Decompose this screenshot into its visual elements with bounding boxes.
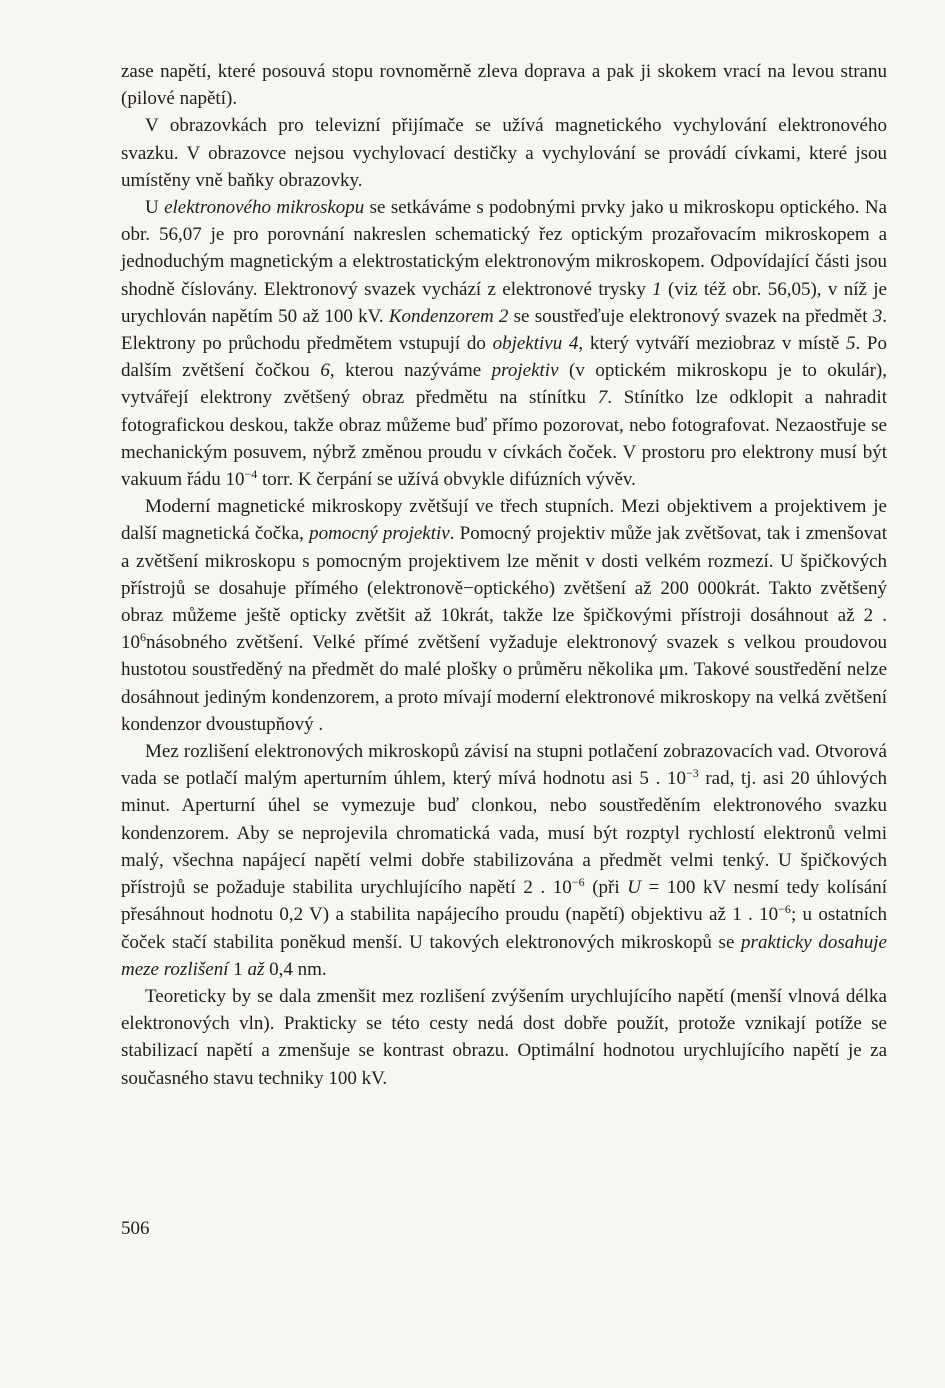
text-segment: zase napětí, které posouvá stopu rovnoměrně zleva doprava a pak ji skokem vrací na levou stranu (pilové napětí). (121, 61, 887, 110)
paragraph (121, 58, 887, 112)
italic-text: pomocný projektiv (309, 523, 450, 545)
text-segment: 1 (228, 958, 248, 980)
italic-text: prakticky dosahuje meze rozlišení (121, 931, 887, 980)
text-segment: Teoreticky by se dala zmenšit mez rozlišení zvýšením urychlujícího napětí (menší vlnová délka elektronových vln). Prakticky se této cesty nedá dost dobře použít, protože vznikají potíže se stabilizací napětí a zmenšuje se kontrast obrazu. Optimální hodnotou urychlujícího napětí je za současného stavu techniky 100 kV. (121, 985, 887, 1089)
text-segment: . Elektrony po průchodu předmětem vstupují do (121, 305, 887, 355)
text-segment: , který vytváří meziobraz v místě (578, 333, 846, 355)
text-segment: . Po dalším zvětšení čočkou (121, 333, 887, 382)
text-segment: násobného zvětšení. Velké přímé zvětšení vyžaduje elektronový svazek s velkou proudovou hustotou soustředěný na předmět do malé plošky o průměru několika μm. Takové soustředění nelze dosáhnout jediným kondenzorem, a proto mívají moderní elektronové mikroskopy na velká zvětšení kondenzor dvoustupňový . (121, 632, 887, 735)
exponent: −3 (685, 766, 699, 781)
exponent: −4 (244, 467, 258, 482)
exponent: −6 (571, 875, 585, 890)
text-segment: (v optickém mikroskopu je to okulár), vytvářejí elektrony zvětšený obraz předmětu na stínítku (121, 360, 887, 409)
italic-text: 6 (320, 360, 330, 382)
paragraph (121, 738, 887, 983)
paragraph (121, 983, 887, 1092)
text-segment: torr. K čerpání se užívá obvykle difúzních vývěv. (257, 469, 636, 491)
text-segment: (při (584, 877, 628, 899)
text-segment: (viz též obr. 56,05), v níž je urychlován napětím 50 až 100 kV. (121, 278, 887, 327)
italic-text: U (627, 877, 641, 899)
text-segment: 0,4 nm. (264, 958, 327, 980)
italic-text: 7 (597, 387, 608, 409)
text-segment: = 100 kV nesmí tedy kolísání přesáhnout hodnotu 0,2 V) a stabilita napájecího proudu (napětí) objektivu až 1 . 10 (121, 877, 887, 926)
body-text (121, 58, 887, 1092)
italic-text: Kondenzorem 2 (388, 305, 509, 327)
page-number: 506 (121, 1218, 150, 1239)
paragraph (121, 194, 887, 493)
text-segment: . Pomocný projektiv může jak zvětšovat, tak i zmenšovat a zvětšení mikroskopu s pomocným projektivem lze měnit v dosti velkém rozmezí. U špičkových přístrojů se dosahuje přímého (elektronově−optického) zvětšení až 200 000krát. Takto zvětšený obraz můžeme ještě opticky zvětšit až 10krát, takže lze špičkovými přístroji dosáhnout až 2 . 10 (121, 523, 887, 654)
exponent: 6 (140, 630, 146, 645)
italic-text: 5 (845, 333, 856, 355)
text-segment: U (145, 197, 165, 219)
italic-text: až (247, 958, 265, 980)
italic-text: elektronového mikroskopu (164, 197, 365, 219)
text-segment: Moderní magnetické mikroskopy zvětšují ve třech stupních. Mezi objektivem a projektivem je další magnetická čočka, (121, 496, 887, 545)
paragraph (121, 493, 887, 738)
text-segment: se setkáváme s podobnými prvky jako u mikroskopu optického. Na obr. 56,07 je pro porovnání nakreslen schematický řez optickým prozařovacím mikroskopem a jednoduchým magnetickým a elektrostatickým elektronovým mikroskopem. Odpovídající části jsou shodně číslovány. Elektronový svazek vychází z elektronové trysky (121, 197, 887, 300)
text-segment: ; u ostatních čoček stačí stabilita poněkud menší. U takových elektronových mikroskopů se (121, 904, 887, 953)
text-segment: se soustřeďuje elektronový svazek na předmět (508, 305, 873, 327)
text-segment: , kterou nazýváme (329, 360, 492, 382)
paragraph (121, 112, 887, 194)
italic-text: 1 (652, 278, 662, 300)
italic-text: projektiv (491, 360, 559, 382)
italic-text: objektivu 4 (492, 333, 579, 355)
text-segment: V obrazovkách pro televizní přijímače se užívá magnetického vychylování elektronového svazku. V obrazovce nejsou vychylovací destičky a vychylování se provádí cívkami, které jsou umístěny vně baňky obrazovky. (121, 115, 887, 191)
text-segment: rad, tj. asi 20 úhlových minut. Aperturní úhel se vymezuje buď clonkou, nebo soustředěním elektronového svazku kondenzorem. Aby se neprojevila chromatická vada, musí být rozptyl rychlostí elektronů velmi malý, všechna napájecí napětí velmi dobře stabilizována a předmět velmi tenký. U špičkových přístrojů se požaduje stabilita urychlujícího napětí 2 . 10 (121, 768, 887, 899)
exponent: −6 (778, 902, 791, 917)
text-segment: Mez rozlišení elektronových mikroskopů závisí na stupni potlačení zobrazovacích vad. Otvorová vada se potlačí malým aperturním úhlem, který mívá hodnotu asi 5 . 10 (121, 741, 887, 790)
italic-text: 3 (872, 305, 883, 327)
text-segment: . Stínítko lze odklopit a nahradit fotografickou deskou, takže obraz můžeme buď přímo pozorovat, nebo fotografovat. Nezaostřuje se mechanickým posuvem, nýbrž změnou proudu v cívkách čoček. V prostoru pro elektrony musí být vakuum řádu 10 (121, 387, 887, 491)
